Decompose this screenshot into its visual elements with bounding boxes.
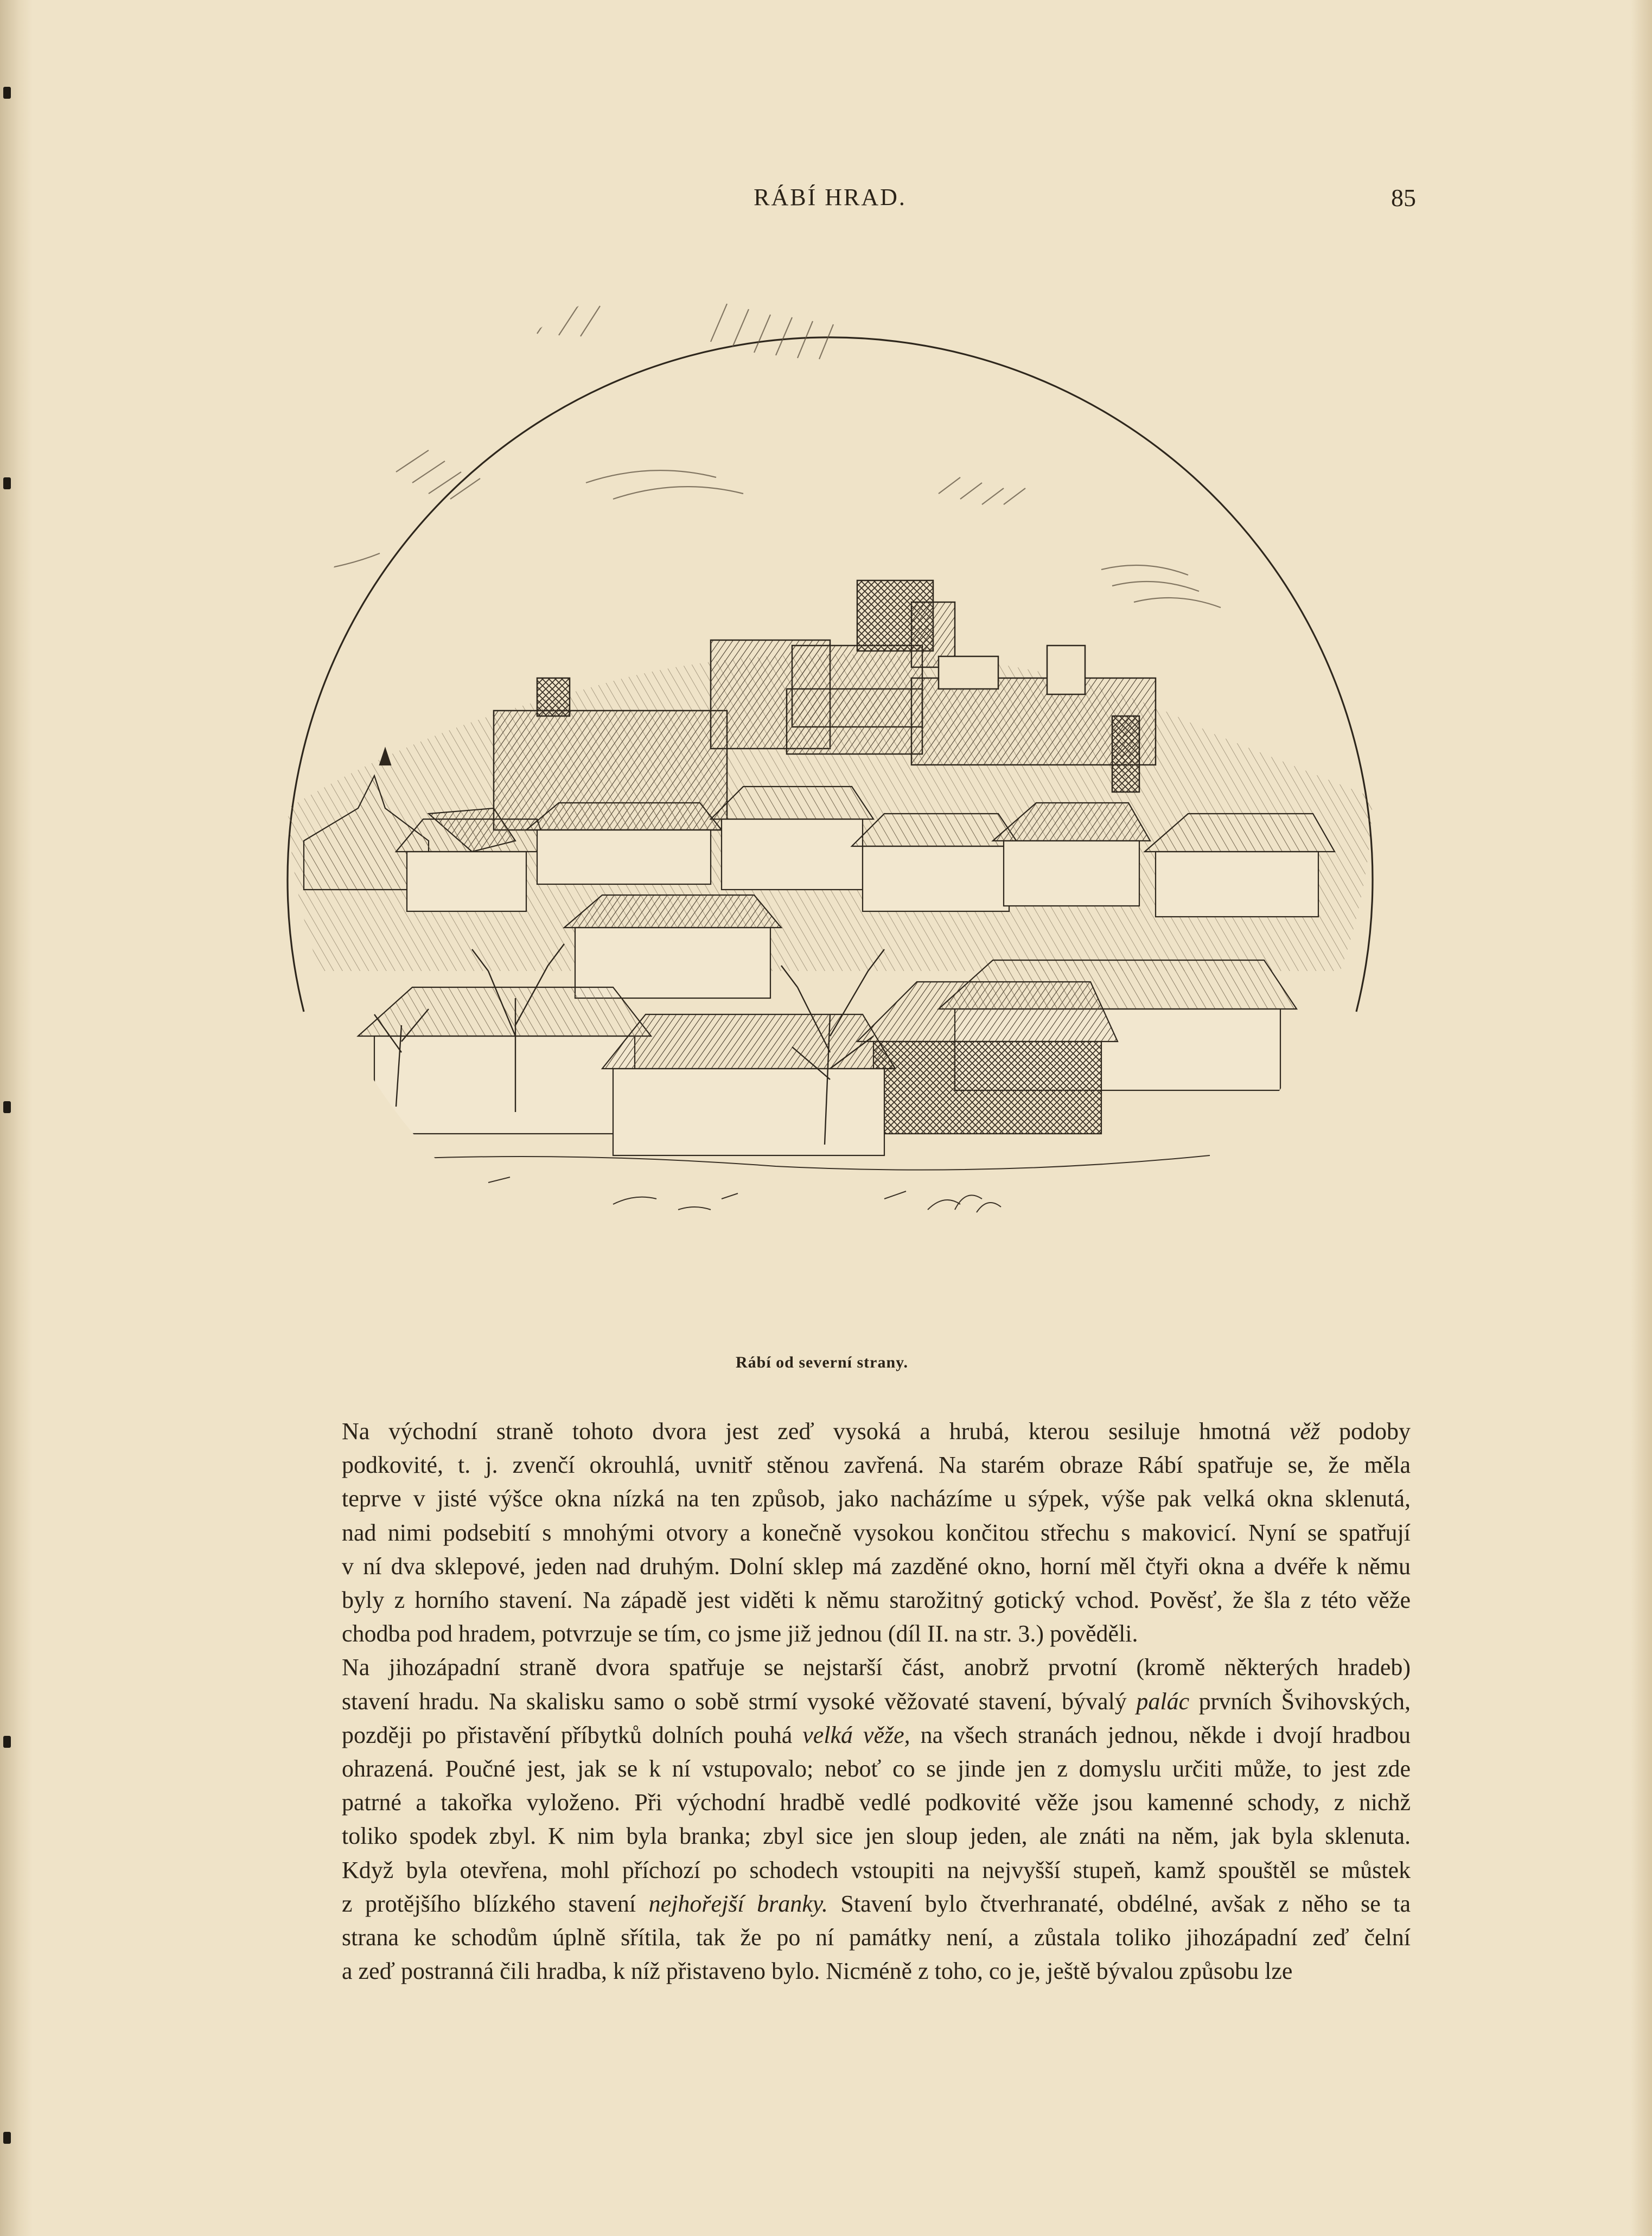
text-line: toliko spodek zbyl. K nim byla branka; zbyl sice jen sloup jeden, ale znáti na něm, jak byla sklenuta.: [342, 1823, 1411, 1850]
text-line: Na jihozápadní straně dvora spatřuje se nejstarší část, anobrž prvotní (kromě některých hradeb): [342, 1654, 1411, 1681]
text-line: v ní dva sklepové, jeden nad druhým. Dolní sklep má zazděné okno, horní měl čtyři okna a dvéře k němu: [342, 1553, 1411, 1580]
binding-mark: [3, 87, 11, 99]
page-gutter: [0, 0, 33, 2236]
text-line: z protějšího blízkého stavení nejhořejší branky. Stavení bylo čtverhranaté, obdélné, avšak z něho se ta: [342, 1890, 1411, 1917]
italic-term: nejhořejší branky.: [648, 1890, 828, 1917]
figure-caption: Rábí od severní strany.: [735, 1353, 909, 1371]
text-line: stavení hradu. Na skalisku samo o sobě strmí vysoké věžovaté stavení, bývalý palác prvních Švihovských,: [342, 1688, 1411, 1715]
italic-term: palác: [1136, 1688, 1190, 1715]
text-line: byly z horního stavení. Na západě jest viděti k němu starožitný gotický vchod. Pověsť, že šla z této věže: [342, 1587, 1411, 1614]
paragraph: [228, 1415, 1411, 1651]
page-number: 85: [1391, 184, 1416, 212]
text-line: ohrazená. Poučné jest, jak se k ní vstupovalo; neboť co se jinde jen z domyslu určiti může, to jest zde: [342, 1755, 1411, 1783]
text-line: Když byla otevřena, mohl příchozí po schodech vstoupiti na nejvyšší stupeň, kamž spouštěl se můstek: [342, 1856, 1411, 1883]
text-line: strana ke schodům úplně sřítila, tak že po ní památky není, a zůstala toliko jihozápadní zeď čelní: [342, 1924, 1411, 1951]
binding-mark: [3, 1736, 11, 1748]
text-line: chodba pod hradem, potvrzuje se tím, co jsme již jednou (díl II. na str. 3.) pověděli.: [342, 1620, 1138, 1647]
text-line: Na východní straně tohoto dvora jest zeď vysoká a hrubá, kterou sesiluje hmotná věž podoby: [342, 1418, 1411, 1445]
body-text: [228, 1415, 1411, 1988]
text-line: patrné a takořka vyloženo. Při východní hradbě vedlé podkovité věže jsou kamenné schody, z nichž: [342, 1789, 1411, 1816]
running-title: RÁBÍ HRAD.: [754, 184, 907, 210]
page-edge-shadow: [1630, 0, 1652, 2236]
text-line: a zeď postranná čili hradba, k níž přistaveno bylo. Nicméně z toho, co je, ještě bývalou způsobu lze: [342, 1958, 1293, 1985]
binding-mark: [3, 2132, 11, 2144]
binding-mark: [3, 1101, 11, 1113]
binding-mark: [3, 477, 11, 489]
text-line: podkovité, t. j. zvenčí okrouhlá, uvnitř stěnou zavřená. Na starém obraze Rábí spatřuje se, že měla: [342, 1452, 1411, 1479]
italic-term: velká věže,: [802, 1721, 910, 1748]
text-line: později po přistavění příbytků dolních pouhá velká věže, na všech stranách jednou, někde i dvojí hradbou: [342, 1721, 1411, 1748]
castle-engraving-illustration: [233, 266, 1427, 1307]
paragraph: [228, 1651, 1411, 1988]
text-line: teprve v jisté výšce okna nízká na ten způsob, jako nacházíme u sýpek, výše pak velká okna sklenutá,: [342, 1485, 1411, 1512]
italic-term: věž: [1289, 1418, 1321, 1445]
text-line: nad nimi podsebití s mnohými otvory a konečně vysokou končitou střechu s makovicí. Nyní se spatřují: [342, 1519, 1411, 1546]
